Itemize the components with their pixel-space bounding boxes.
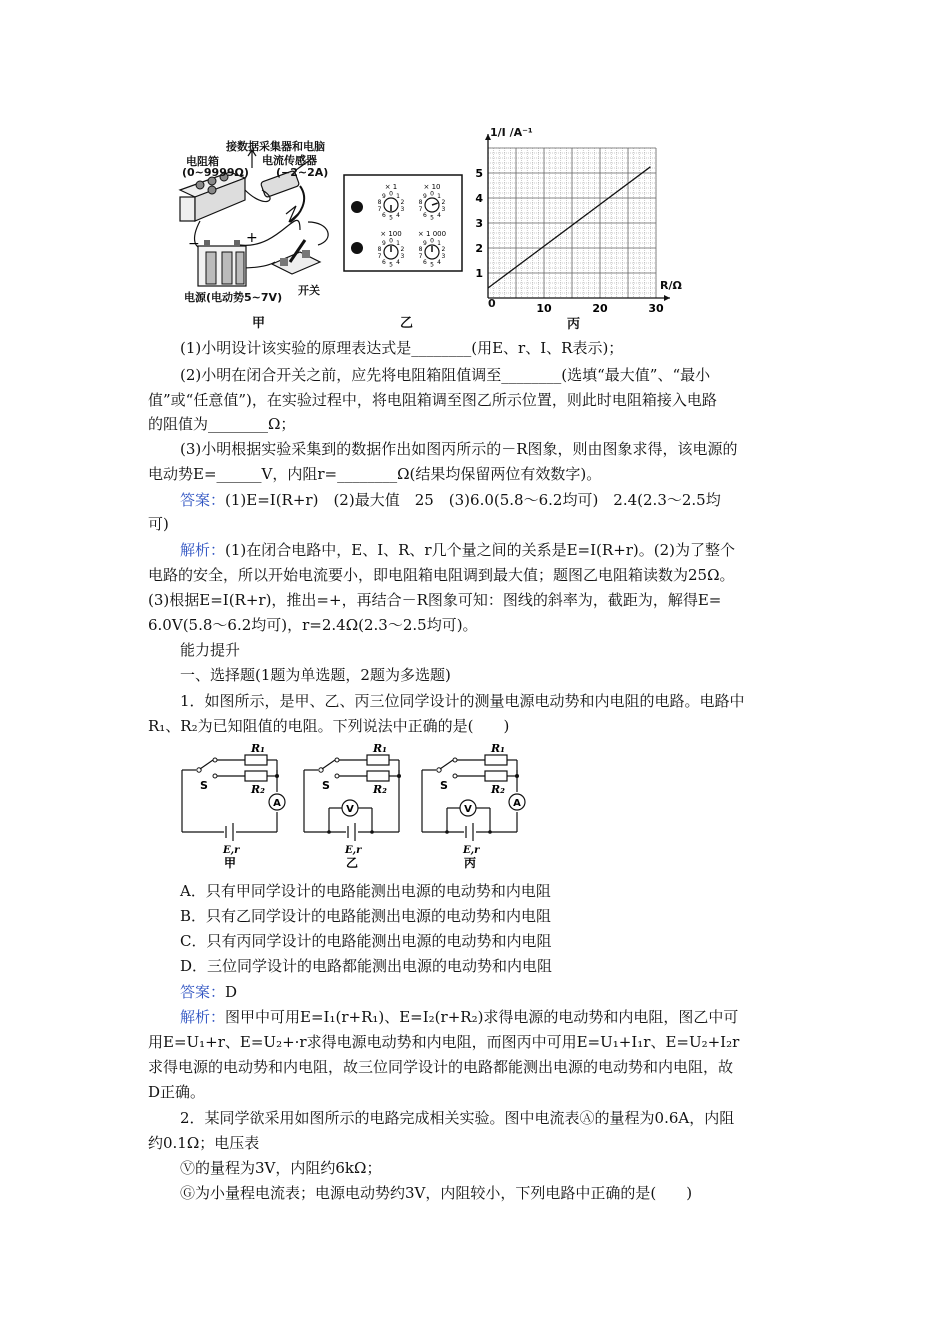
dial-digit: 2 — [400, 198, 405, 206]
label-s: S — [200, 779, 208, 792]
dial-digit: 8 — [377, 245, 382, 253]
dial-digit: 5 — [389, 214, 393, 222]
dial-digit: 0 — [430, 237, 434, 245]
ammeter-label: A — [273, 798, 281, 809]
label-r1: R₁ — [373, 742, 387, 755]
q2-text-c: 的阻值为________Ω； — [148, 415, 296, 433]
explanation-2-label: 解析： — [180, 1008, 226, 1026]
option-d[interactable]: D．三位同学设计的电路都能测出电源的电动势和内电阻 — [180, 957, 553, 975]
dial-digit: 4 — [396, 212, 401, 220]
svg-text:+: + — [246, 230, 258, 246]
dial-digit: 6 — [381, 212, 386, 220]
dial-digit: 6 — [422, 259, 427, 267]
dial-digit: 3 — [441, 206, 446, 214]
dial-digit: 9 — [381, 192, 386, 200]
explanation-1-c: (3)根据E=I(R+r)，推出=+，再结合－R图象可知：图线的斜率为，截距为，解得E= — [148, 591, 722, 609]
y-tick-label: 2 — [475, 242, 483, 255]
switch-contact — [213, 774, 217, 778]
switch-contact — [453, 774, 457, 778]
resistor-r2 — [245, 771, 267, 781]
wire — [322, 760, 335, 769]
dial-digit: 5 — [430, 214, 434, 222]
dial-digit: 2 — [441, 198, 446, 206]
jia-box-range: (0~9999Ω) — [182, 166, 249, 179]
dial-digit: 9 — [381, 239, 386, 247]
bing-xlabel: R/Ω — [660, 279, 682, 292]
q3-text-a: (3)小明根据实验采集到的数据作出如图丙所示的－R图象，则由图象求得，该电源的 — [180, 440, 738, 458]
dial-digit: 6 — [381, 259, 386, 267]
label-source: E,r — [223, 845, 240, 856]
label-source: E,r — [463, 845, 480, 856]
voltmeter-label: V — [346, 804, 354, 815]
junction — [445, 830, 449, 834]
dial-digit: 2 — [441, 245, 446, 253]
label-r2: R₂ — [373, 783, 387, 796]
x-tick-label: 30 — [648, 302, 664, 315]
problem-2-a: 2．某同学欲采用如图所示的电路完成相关实验。图中电流表Ⓐ的量程为0.6A，内阻 — [180, 1109, 735, 1127]
circuit-caption: 乙 — [346, 856, 359, 870]
dial-digit: 8 — [418, 198, 423, 206]
label-r2: R₂ — [251, 783, 265, 796]
x-tick-label: 20 — [592, 302, 608, 315]
bing-caption: 丙 — [567, 317, 581, 332]
dial-digit: 0 — [430, 190, 434, 198]
q1-text: (1)小明设计该实验的原理表达式是________(用E、r、I、R表示)； — [180, 339, 624, 357]
label-r2: R₂ — [491, 783, 505, 796]
problem-1-b: R₁、R₂为已知阻值的电阻。下列说法中正确的是( ) — [148, 717, 510, 735]
answer-1-text: (1)E=I(R+r) (2)最大值 25 (3)6.0(5.8～6.2均可) 2.4(2.3～2.5均 — [225, 491, 721, 509]
dial-digit: 2 — [400, 245, 405, 253]
dial-digit: 3 — [441, 253, 446, 261]
jia-collector-label: 接数据采集器和电脑 — [226, 140, 325, 153]
dial-digit: 6 — [422, 212, 427, 220]
dial-digit: 1 — [437, 239, 442, 247]
wire — [440, 760, 453, 769]
subsection-heading: 一、选择题(1题为单选题，2题为多选题) — [180, 666, 451, 684]
dial-digit: 3 — [400, 206, 405, 214]
q2-text-b: 值”或“任意值”)，在实验过程中，将电阻箱调至图乙所示位置，则此时电阻箱接入电路 — [148, 391, 717, 409]
dial-digit: 7 — [418, 253, 423, 261]
dial-multiplier: × 10 — [423, 183, 441, 191]
junction — [275, 774, 279, 778]
jia-sensor-range: (−2~2A) — [276, 166, 329, 179]
dial-digit: 4 — [437, 212, 442, 220]
dial-digit: 9 — [422, 192, 427, 200]
junction — [515, 774, 519, 778]
circuit-3 — [422, 742, 525, 870]
q3-text-b: 电动势E=______V，内阻r=________Ω(结果均保留两位有效数字)。 — [148, 465, 602, 483]
dial-digit: 5 — [430, 261, 434, 269]
answer-2-label: 答案： — [180, 983, 226, 1001]
dial-digit: 0 — [389, 237, 393, 245]
jia-box-label: 电阻箱 — [186, 155, 219, 168]
q2-text-a: (2)小明在闭合开关之前，应先将电阻箱阻值调至________(选填“最大值”、“最小 — [180, 366, 711, 384]
explanation-2 — [180, 1006, 738, 1028]
dial-multiplier: × 1 000 — [417, 230, 447, 238]
answer-2-text: D — [225, 983, 238, 1001]
junction — [488, 830, 492, 834]
option-a[interactable]: A．只有甲同学设计的电路能测出电源的电动势和内电阻 — [180, 882, 551, 900]
bing-origin: 0 — [488, 297, 496, 310]
dial-digit: 4 — [437, 259, 442, 267]
label-s: S — [322, 779, 330, 792]
circuit-caption: 甲 — [224, 856, 237, 870]
svg-text:−: − — [188, 236, 200, 252]
junction — [397, 774, 401, 778]
option-c[interactable]: C．只有丙同学设计的电路能测出电源的电动势和内电阻 — [180, 932, 552, 950]
circuit-caption: 丙 — [464, 856, 477, 870]
section-heading: 能力提升 — [180, 641, 241, 659]
answer-2 — [180, 981, 237, 1003]
dial-multiplier: × 1 — [384, 183, 398, 191]
option-b[interactable]: B．只有乙同学设计的电路能测出电源的电动势和内电阻 — [180, 907, 552, 925]
resistor-r1 — [245, 755, 267, 765]
explanation-2-d: D正确。 — [148, 1083, 206, 1101]
problem-1-a: 1．如图所示，是甲、乙、丙三位同学设计的测量电源电动势和内电阻的电路。电路中 — [180, 692, 745, 710]
x-tick-label: 10 — [536, 302, 552, 315]
y-tick-label: 4 — [475, 192, 483, 205]
problem-2-c: Ⓥ的量程为3V，内阻约6kΩ； — [180, 1159, 382, 1177]
switch-contact — [335, 758, 339, 762]
answer-1-cont: 可) — [148, 515, 169, 533]
ammeter-label: A — [513, 798, 521, 809]
y-tick-label: 3 — [475, 217, 483, 230]
explanation-2-c: 求得电源的电动势和内电阻，故三位同学设计的电路都能测出电源的电动势和内电阻，故 — [148, 1058, 734, 1076]
label-s: S — [440, 779, 448, 792]
dial-digit: 5 — [389, 261, 393, 269]
junction — [327, 830, 331, 834]
dial-digit: 1 — [396, 192, 401, 200]
wire — [200, 760, 213, 769]
dial-digit: 0 — [389, 190, 393, 198]
resistor-r1 — [367, 755, 389, 765]
dial-digit: 1 — [396, 239, 401, 247]
dial-digit: 7 — [377, 253, 382, 261]
label-r1: R₁ — [251, 742, 265, 755]
dial-digit: 7 — [418, 206, 423, 214]
switch-contact — [213, 758, 217, 762]
junction — [370, 830, 374, 834]
jia-caption: 甲 — [252, 316, 266, 331]
jia-source-label: 电源(电动势5~7V) — [184, 291, 283, 304]
dial-digit: 9 — [422, 239, 427, 247]
jia-switch-label: 开关 — [298, 284, 320, 297]
problem-2-d: Ⓖ为小量程电流表；电源电动势约3V，内阻较小，下列电路中正确的是( ) — [180, 1184, 693, 1202]
jia-sensor-label: 电流传感器 — [262, 154, 317, 167]
resistor-r1 — [485, 755, 507, 765]
dial-digit: 3 — [400, 253, 405, 261]
y-tick-label: 5 — [475, 167, 483, 180]
switch-contact — [453, 758, 457, 762]
resistor-r2 — [367, 771, 389, 781]
circuit-2 — [304, 742, 401, 870]
dial-digit: 7 — [377, 206, 382, 214]
answer-1-label: 答案： — [180, 491, 226, 509]
switch-contact — [335, 774, 339, 778]
bing-ylabel: 1/I /A⁻¹ — [490, 126, 533, 139]
explanation-1-d: 6.0V(5.8～6.2均可)，r=2.4Ω(2.3～2.5均可)。 — [148, 616, 478, 634]
yi-caption: 乙 — [400, 316, 414, 331]
dial-multiplier: × 100 — [380, 230, 402, 238]
y-tick-label: 1 — [475, 267, 483, 280]
explanation-1-text: (1)在闭合电路中，E、I、R、r几个量之间的关系是E=I(R+r)。(2)为了整个 — [225, 541, 736, 559]
label-source: E,r — [345, 845, 362, 856]
explanation-1-b: 电路的安全，所以开始电流要小，即电阻箱电阻调到最大值；题图乙电阻箱读数为25Ω。 — [148, 566, 735, 584]
problem-2-b: 约0.1Ω；电压表 — [148, 1134, 260, 1152]
explanation-2-text: 图甲中可用E=I₁(r+R₁)、E=I₂(r+R₂)求得电源的电动势和内电阻，图乙中可 — [225, 1008, 739, 1026]
dial-digit: 4 — [396, 259, 401, 267]
dial-digit: 8 — [377, 198, 382, 206]
explanation-2-b: 用E=U₁+r、E=U₂+·r求得电源电动势和内电阻，而图丙中可用E=U₁+I₁r、E=U₂+I₂r — [148, 1033, 740, 1051]
label-r1: R₁ — [491, 742, 505, 755]
circuit-1 — [182, 742, 285, 870]
explanation-1-label: 解析： — [180, 541, 226, 559]
dial-digit: 8 — [418, 245, 423, 253]
voltmeter-label: V — [464, 804, 472, 815]
dial-digit: 1 — [437, 192, 442, 200]
resistor-r2 — [485, 771, 507, 781]
